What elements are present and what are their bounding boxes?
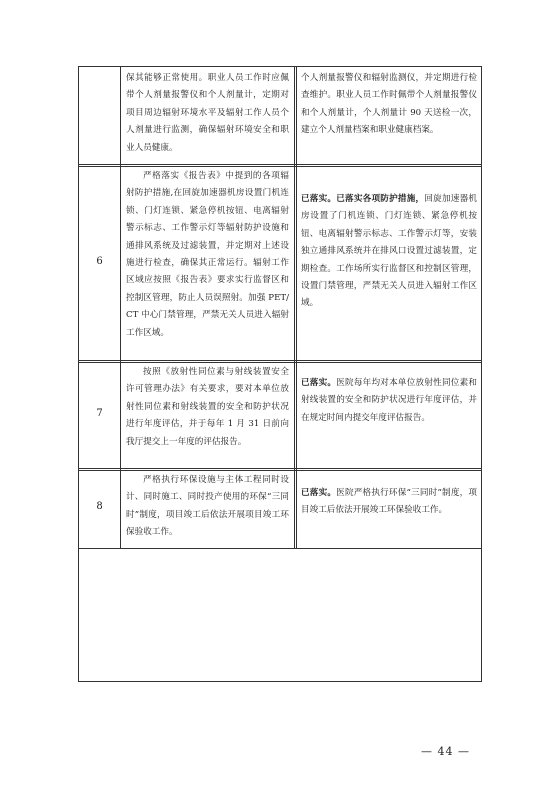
requirement-text: 严格执行环保设施与主体工程同时设计、同时施工、同时投产使用的环保“三同时”制度，项目竣工后依法开展项目竣工环保验收工作。: [126, 475, 289, 538]
row-divider: [79, 166, 481, 167]
requirement-cell: [126, 472, 289, 542]
implementation-text: 医院严格执行环保“三同时”制度，项目竣工后依法开展竣工环保验收工作。: [301, 488, 477, 516]
row-divider: [79, 468, 481, 469]
column-divider: [296, 67, 297, 549]
requirement-text: 严格落实《报告表》中提到的各项辐射防护措施,在回旋加速器机房设置门机连锁、门灯连锁、紧急停机按钮、电离辐射警示标志、工作警示灯等辐射防护设施和通排风系统及过滤装置，并定期对上述设施进行检查，确保其正常运行。辐射工作区域应按照《报告表》要求实行监督区和控制区管理，防止人员误照射。加强 PET/CT 中心门禁管理，严禁无关人员进入辐射工作区域。: [126, 171, 289, 338]
measures-table: [78, 66, 482, 682]
implementation-cell: [301, 375, 477, 427]
implementation-cell: [301, 485, 477, 520]
implementation-cell: [301, 70, 477, 140]
requirement-cell: [126, 168, 289, 342]
column-divider: [294, 67, 295, 549]
status-label: 已落实。已落实各项防护措施，: [301, 194, 425, 204]
requirement-text: 保其能够正常使用。职业人员工作时应佩带个人剂量报警仪和个人剂量计，定期对项目周边辐射环境水平及辐射工作人员个人剂量进行监测，确保辐射环境安全和职业人员健康。: [126, 73, 289, 153]
row-divider: [79, 548, 481, 549]
row-divider: [79, 164, 481, 165]
row-number: 8: [96, 501, 103, 512]
page-number: — 44 —: [421, 745, 470, 758]
row-number: 7: [96, 408, 103, 419]
implementation-text: 医院每年均对本单位放射性同位素和射线装置的安全和防护状况进行年度评估，并在规定时间内提交年度评估报告。: [301, 378, 477, 423]
implementation-text: 个人剂量报警仪和辐射监测仪，并定期进行检查维护。职业人员工作时佩带个人剂量报警仪和个人剂量计，个人剂量计 90 天送检一次，建立个人剂量档案和职业健康档案。: [301, 73, 477, 136]
row-divider: [79, 362, 481, 363]
row-divider: [79, 360, 481, 361]
status-label: 已落实。: [301, 488, 337, 498]
requirement-cell: [126, 70, 289, 157]
implementation-text: 回旋加速器机房设置了门机连锁、门灯连锁、紧急停机按钮、电离辐射警示标志、工作警示灯等，安装独立通排风系统并在排风口设置过滤装置，定期检查。工作场所实行监督区和控制区管理，设置门禁管理，严禁无关人员进入辐射工作区域。: [301, 194, 477, 309]
requirement-text: 按照《放射性同位素与射线装置安全许可管理办法》有关要求，要对本单位放射性同位素和射线装置的安全和防护状况进行年度评估，并于每年 1 月 31 日前向我厅提交上一年度的评估报告。: [126, 367, 289, 447]
implementation-cell: [301, 191, 477, 313]
row-divider: [79, 470, 481, 471]
requirement-cell: [126, 364, 289, 451]
column-divider: [120, 67, 121, 549]
row-number: 6: [96, 256, 103, 267]
status-label: 已落实。: [301, 378, 337, 388]
